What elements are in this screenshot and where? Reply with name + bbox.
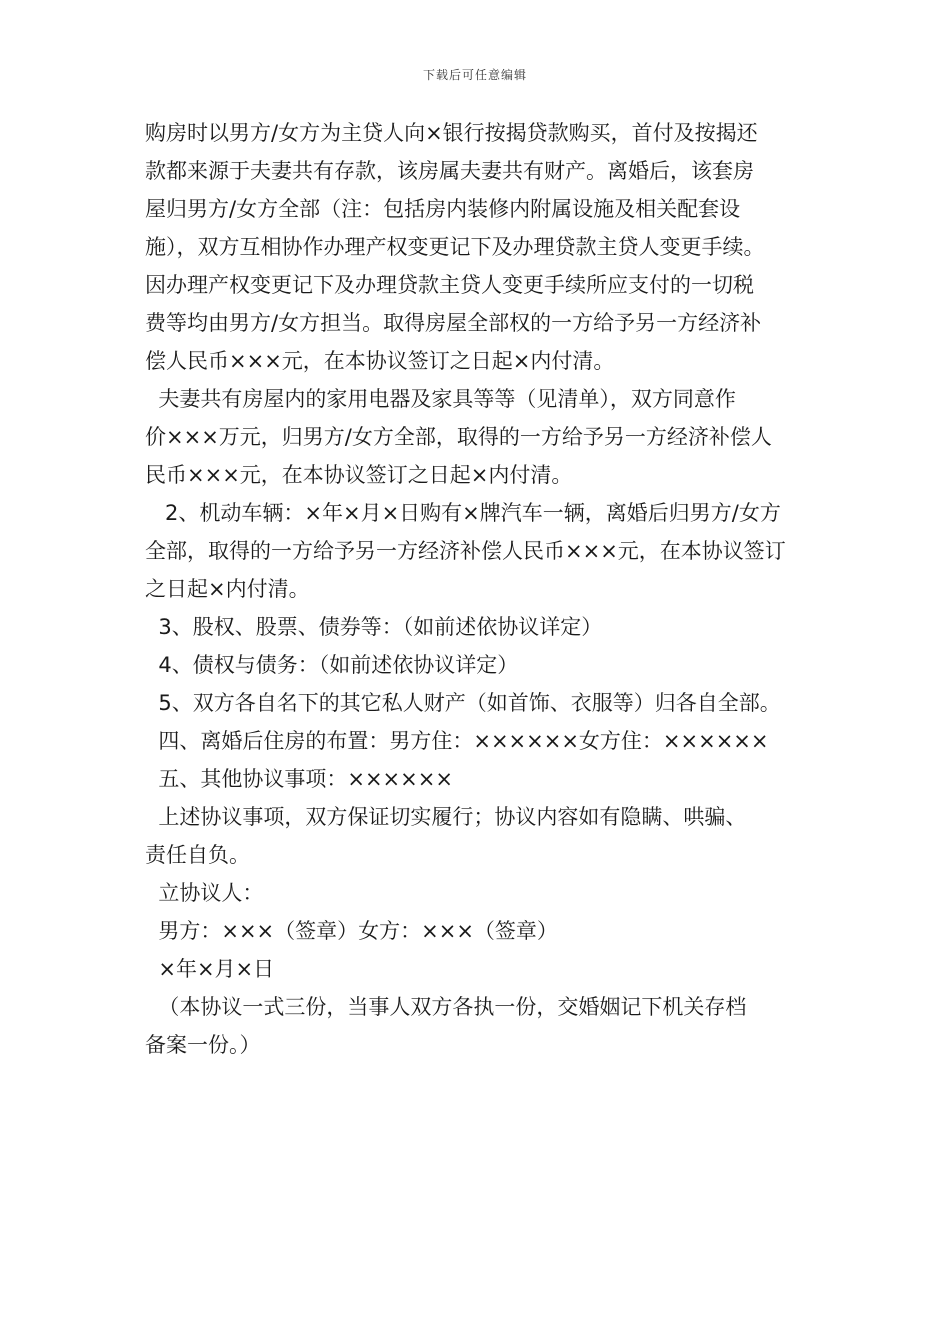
document-paragraph [145, 722, 825, 760]
paragraph-line: 4、债权与债务：（如前述依协议详定） [145, 653, 519, 677]
paragraph-line: 因办理产权变更记下及办理贷款主贷人变更手续所应支付的一切税 [145, 273, 754, 297]
document-paragraph [145, 494, 825, 608]
paragraph-line: 之日起×内付清。 [145, 577, 310, 601]
document-paragraph [145, 874, 825, 912]
paragraph-line: 费等均由男方/女方担当。取得房屋全部权的一方给予另一方经济补 [145, 311, 762, 335]
paragraph-line: 立协议人： [145, 881, 264, 905]
paragraph-line: 责任自负。 [145, 843, 250, 867]
paragraph-line: 2、机动车辆：×年×月×日购有×牌汽车一辆，离婚后归男方/女方 [145, 501, 781, 525]
paragraph-line: 施），双方互相协作办理产权变更记下及办理贷款主贷人变更手续。 [145, 235, 765, 259]
paragraph-line: ×年×月×日 [145, 957, 275, 981]
paragraph-line: 屋归男方/女方全部（注：包括房内装修内附属设施及相关配套设 [145, 197, 741, 221]
document-paragraph [145, 684, 825, 722]
document-paragraph [145, 798, 825, 874]
paragraph-line: 购房时以男方/女方为主贷人向×银行按揭贷款购买，首付及按揭还 [145, 121, 758, 145]
paragraph-line: 3、股权、股票、债券等：（如前述依协议详定） [145, 615, 603, 639]
document-body [145, 114, 825, 1064]
document-paragraph [145, 950, 825, 988]
document-paragraph [145, 608, 825, 646]
paragraph-line: 备案一份。） [145, 1033, 261, 1057]
paragraph-line: 上述协议事项，双方保证切实履行；协议内容如有隐瞒、哄骗、 [145, 805, 747, 829]
paragraph-line: 五、其他协议事项：×××××× [145, 767, 453, 791]
paragraph-line: 款都来源于夫妻共有存款，该房属夫妻共有财产。离婚后，该套房 [145, 159, 754, 183]
paragraph-line: 偿人民币×××元，在本协议签订之日起×内付清。 [145, 349, 615, 373]
paragraph-line: 四、离婚后住房的布置：男方住：××××××女方住：×××××× [145, 729, 769, 753]
document-paragraph [145, 646, 825, 684]
paragraph-line: 夫妻共有房屋内的家用电器及家具等等（见清单），双方同意作 [145, 387, 736, 411]
document-paragraph [145, 380, 825, 494]
document-paragraph [145, 912, 825, 950]
paragraph-line: 民币×××元，在本协议签订之日起×内付清。 [145, 463, 573, 487]
paragraph-line: （本协议一式三份，当事人双方各执一份，交婚姻记下机关存档 [145, 995, 747, 1019]
paragraph-line: 价×××万元，归男方/女方全部，取得的一方给予另一方经济补偿人 [145, 425, 772, 449]
document-paragraph [145, 760, 825, 798]
document-paragraph [145, 114, 825, 380]
document-paragraph [145, 988, 825, 1064]
paragraph-line: 男方：×××（签章）女方：×××（签章） [145, 919, 558, 943]
paragraph-line: 全部，取得的一方给予另一方经济补偿人民币×××元，在本协议签订 [145, 539, 786, 563]
page-header: 下载后可任意编辑 [422, 68, 527, 82]
paragraph-line: 5、双方各自名下的其它私人财产（如首饰、衣服等）归各自全部。 [145, 691, 781, 715]
